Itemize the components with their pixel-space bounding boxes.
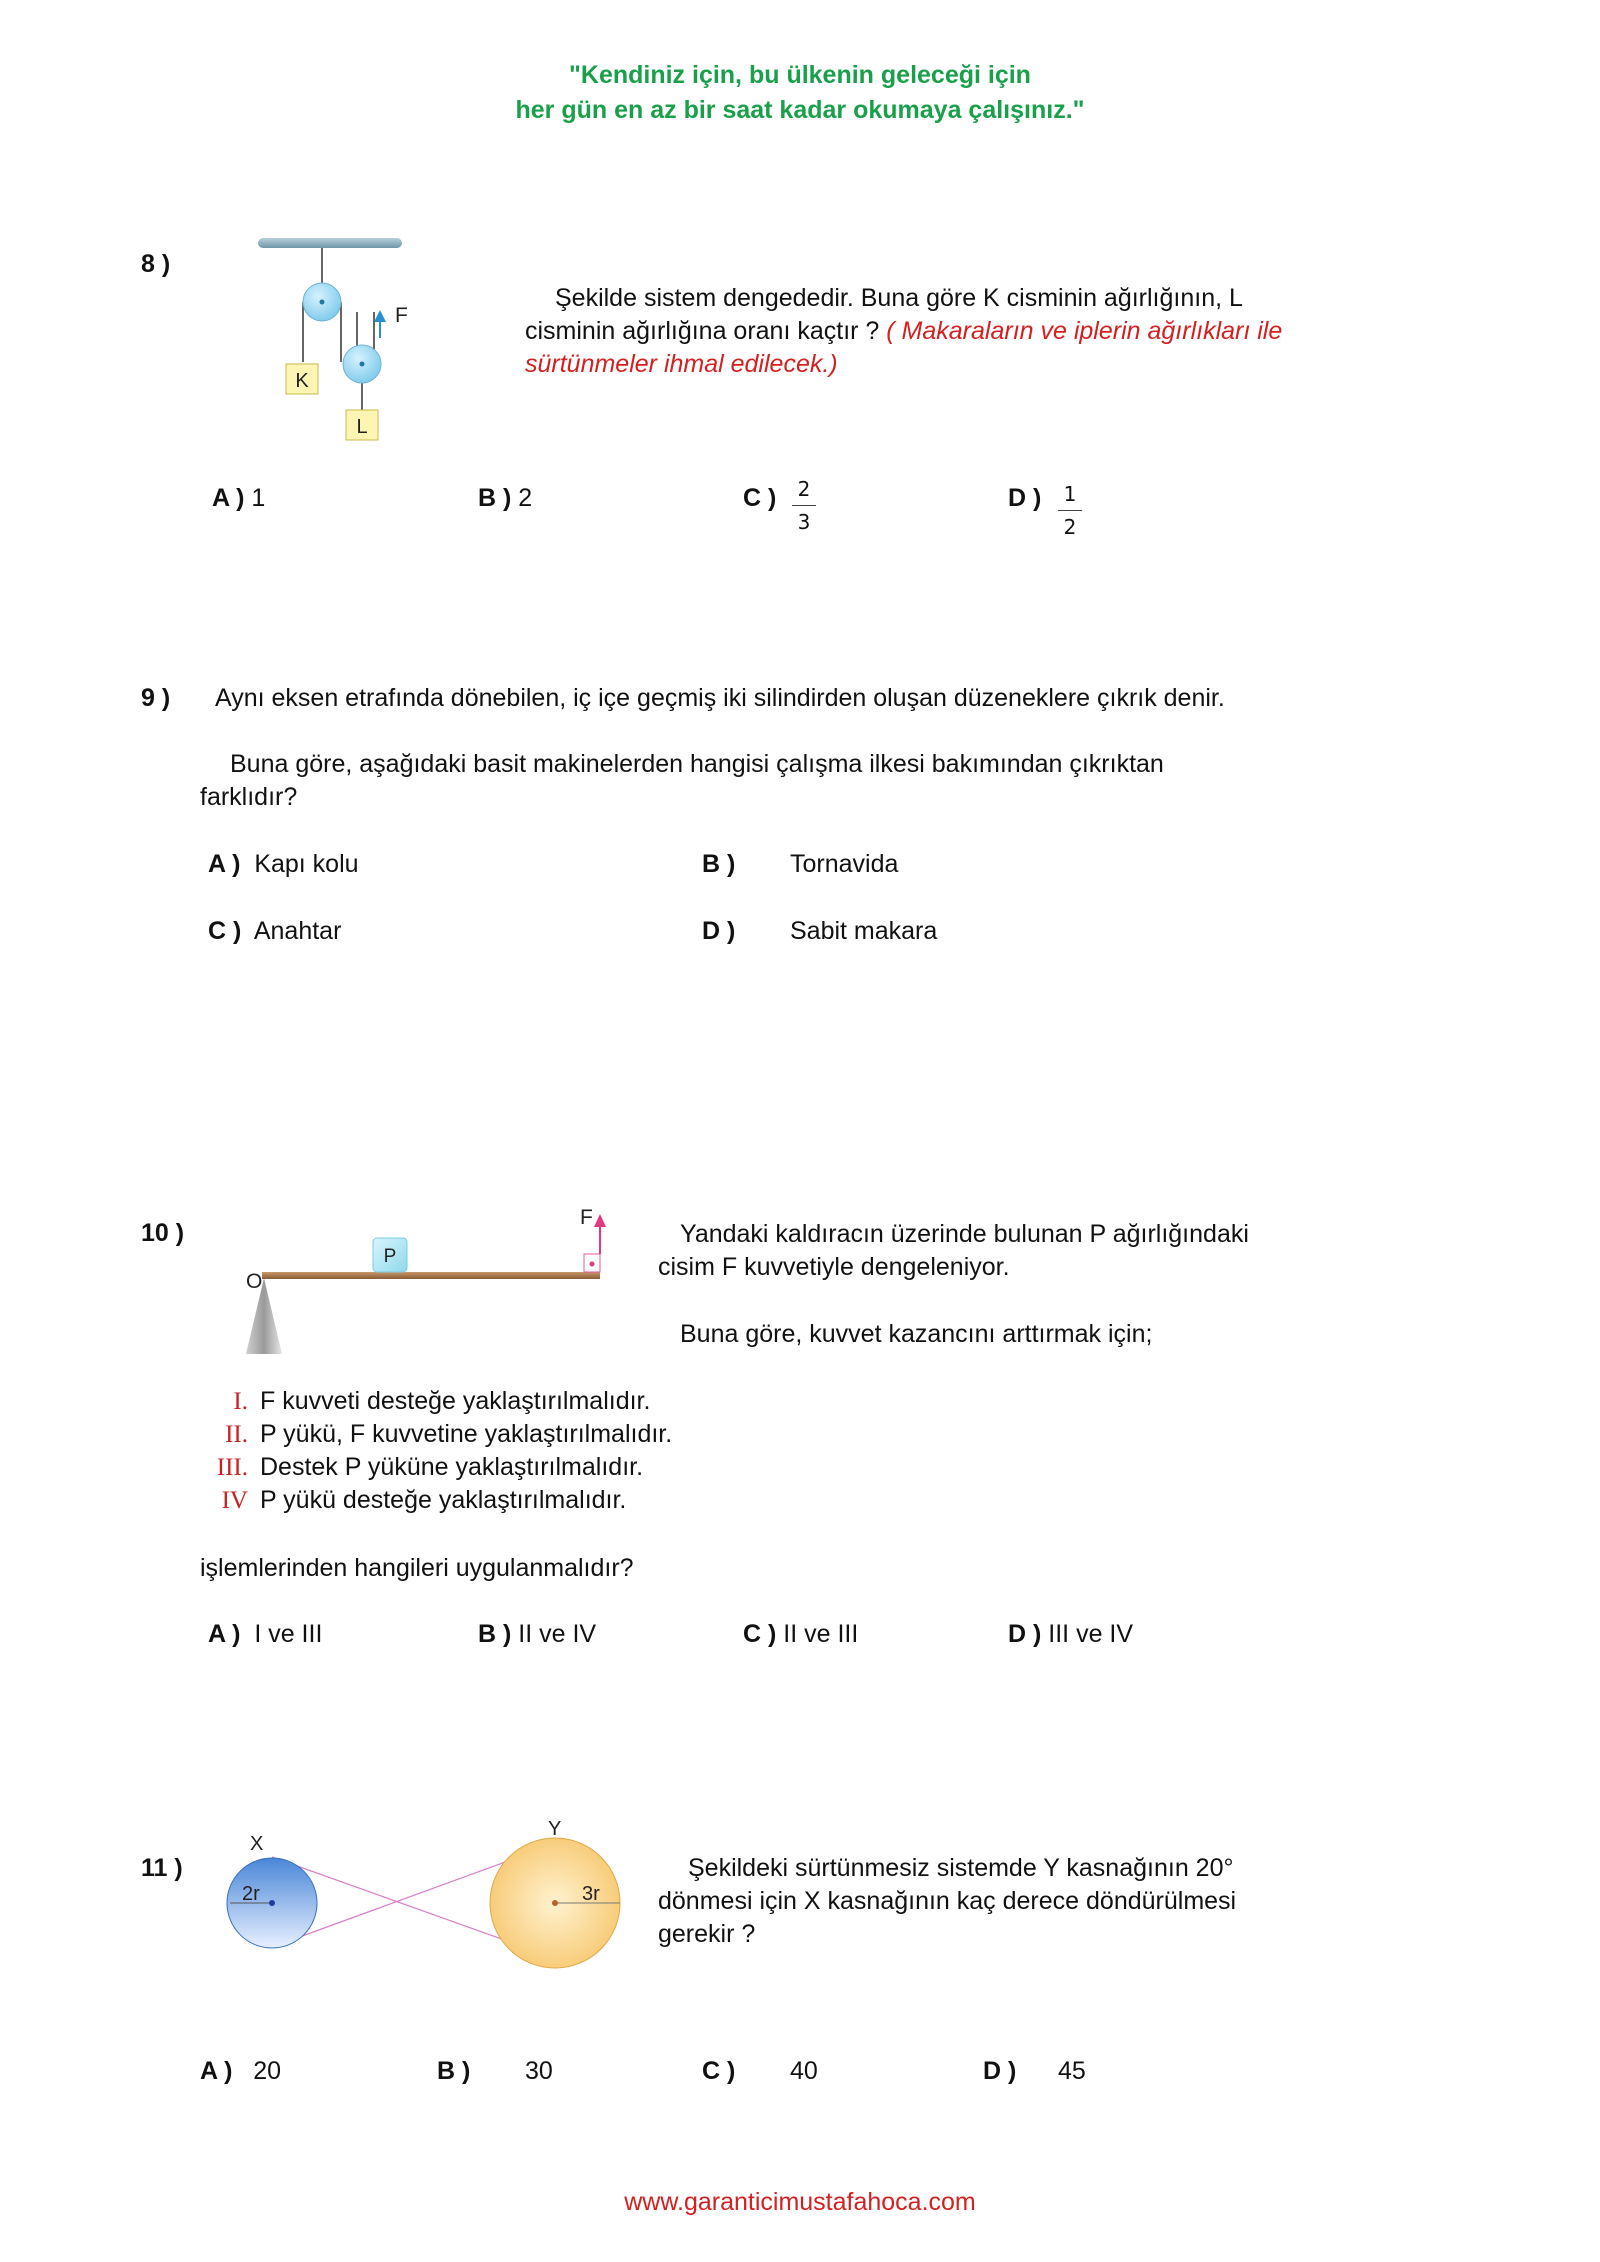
question-10-item-list [200,1385,672,1517]
footer-url[interactable]: www.garanticimustafahoca.com [624,2188,976,2216]
label-x: X [250,1833,264,1855]
question-10-number: 10 ) [141,1219,185,1247]
force-arrow [374,310,386,322]
question-9-number: 9 ) [141,684,171,712]
lever-figure [230,1200,630,1360]
list-item: III. Destek P yüküne yaklaştırılmalıdır. [216,1453,644,1481]
q11-option-d-value: 45 [1058,2057,1086,2085]
question-10-question: işlemlerinden hangileri uygulanmalıdır? [200,1554,634,1582]
q11-option-b[interactable]: B ) [437,2057,471,2085]
question-10-text-2: Buna göre, kuvvet kazancını arttırmak için; [680,1320,1153,1348]
pulley-belt-figure [210,1815,640,1985]
question-10-text-1b: cisim F kuvvetiyle dengeleniyor. [658,1253,1010,1281]
lever-plank [262,1272,600,1279]
question-8-number: 8 ) [141,250,171,278]
q9-option-b[interactable]: B ) [702,850,736,878]
list-item: II. P yükü, F kuvvetine yaklaştırılmalıdır. [225,1420,673,1448]
q9-option-b-value: Tornavida [790,850,899,878]
question-9-text-1: Aynı eksen etrafında dönebilen, iç içe geçmiş iki silindirden oluşan düzeneklere çıkrık denir. [215,684,1225,712]
force-arrow [594,1214,606,1227]
label-f: F [580,1206,593,1229]
label-l: L [356,416,368,438]
q9-option-a[interactable]: A ) Kapı kolu [208,850,359,878]
question-11-text-3: gerekir ? [658,1920,756,1948]
q11-option-c-value: 40 [790,2057,818,2085]
q11-option-b-value: 30 [525,2057,553,2085]
q8-option-c-fraction: 2 3 [792,477,816,534]
q10-option-a[interactable]: A ) I ve III [208,1620,323,1648]
label-p: P [383,1246,397,1267]
q8-option-d[interactable]: D ) [1008,484,1042,512]
label-y: Y [548,1818,562,1840]
q11-option-c[interactable]: C ) [702,2057,736,2085]
q11-option-a[interactable]: A ) 20 [200,2057,282,2085]
question-10-text-1a: Yandaki kaldıracın üzerinde bulunan P ağırlığındaki [680,1220,1249,1248]
label-radius-x: 2r [242,1883,260,1905]
pulley-system-figure [250,232,430,452]
q10-option-b[interactable]: B ) II ve IV [478,1620,597,1648]
q10-option-c[interactable]: C ) II ve III [743,1620,859,1648]
question-9-text-2a: Buna göre, aşağıdaki basit makinelerden hangisi çalışma ilkesi bakımından çıkrıktan [230,750,1164,778]
question-11-text-1: Şekildeki sürtünmesiz sistemde Y kasnağının 20° [688,1854,1234,1882]
q8-option-d-fraction: 1 2 [1058,482,1082,539]
q9-option-c[interactable]: C ) Anahtar [208,917,342,945]
question-8-main: Şekilde sistem dengededir. Buna göre K cisminin ağırlığının, L cisminin ağırlığına oranı kaçtır ? [525,284,1242,345]
q9-option-d[interactable]: D ) [702,917,736,945]
q8-option-c[interactable]: C ) [743,484,777,512]
question-9-text-2b: farklıdır? [200,783,298,811]
q10-option-d[interactable]: D ) III ve IV [1008,1620,1134,1648]
question-11-number: 11 ) [141,1854,183,1882]
label-o: O [246,1270,263,1293]
q8-option-b[interactable]: B ) 2 [478,484,533,512]
ceiling-bar [258,238,402,248]
question-8-note: ( Makaraların ve iplerin ağırlıkları ile sürtünmeler ihmal edilecek.) [525,317,1283,378]
q11-option-d[interactable]: D ) [983,2057,1017,2085]
list-item: I. F kuvveti desteğe yaklaştırılmalıdır. [233,1387,651,1415]
motto-header [0,58,1600,128]
question-11-text-2: dönmesi için X kasnağının kaç derece döndürülmesi [658,1887,1237,1915]
label-k: K [295,370,309,392]
question-8-text [525,282,1325,381]
q8-option-a[interactable]: A ) 1 [212,484,266,512]
motto-line-1: "Kendiniz için, bu ülkenin geleceği için [569,61,1031,89]
label-f: F [395,304,408,327]
motto-line-2: her gün en az bir saat kadar okumaya çalışınız." [515,96,1085,124]
list-item: IV P yükü desteğe yaklaştırılmalıdır. [221,1486,627,1514]
q9-option-d-value: Sabit makara [790,917,938,945]
label-radius-y: 3r [582,1883,600,1905]
